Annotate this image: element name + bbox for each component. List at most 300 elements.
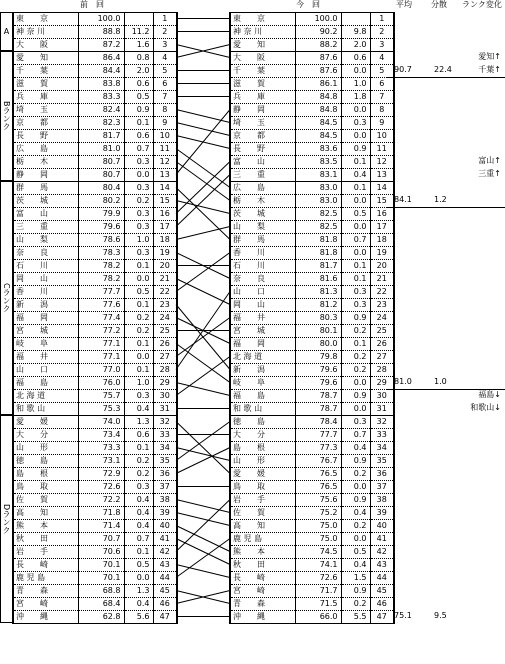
table-row (230, 351, 394, 364)
prefecture-name: 長 崎 (13, 559, 78, 572)
diff-from-above: 0.9 (341, 494, 370, 507)
prefecture-name: 兵 庫 (230, 91, 295, 104)
diff-from-above: 0.3 (341, 416, 370, 429)
rank: 13 (370, 169, 394, 182)
score: 68.8 (78, 585, 124, 598)
rank: 38 (153, 494, 177, 507)
prefecture-name: 岡 山 (230, 299, 295, 312)
prefecture-name: 奈 良 (13, 247, 78, 260)
prefecture-name: 福 島 (13, 377, 78, 390)
diff-from-above: 0.3 (124, 481, 153, 494)
table-row (13, 234, 177, 247)
table-row (230, 143, 394, 156)
prefecture-name: 栃 木 (13, 156, 78, 169)
prefecture-name: 茨 城 (13, 195, 78, 208)
diff-from-above: 2.0 (341, 39, 370, 52)
diff-from-above: 0.7 (341, 234, 370, 247)
rank: 21 (153, 273, 177, 286)
diff-from-above: 0.5 (341, 208, 370, 221)
prefecture-name: 埼 玉 (230, 117, 295, 130)
score: 83.5 (295, 156, 341, 169)
prefecture-name: 鹿 児 島 (230, 533, 295, 546)
table-row (230, 481, 394, 494)
score: 78.7 (295, 390, 341, 403)
diff-from-above: 0.5 (341, 546, 370, 559)
table-row (13, 130, 177, 143)
prefecture-name: 富 山 (230, 156, 295, 169)
diff-from-above: 0.0 (124, 572, 153, 585)
table-row (230, 195, 394, 208)
prefecture-name: 京 都 (230, 130, 295, 143)
score: 86.4 (78, 52, 124, 65)
prefecture-name: 長 野 (13, 130, 78, 143)
diff-from-above: 0.1 (124, 546, 153, 559)
prefecture-name: 高 知 (13, 507, 78, 520)
diff-from-above: 0.6 (124, 78, 153, 91)
diff-from-above: 0.2 (124, 195, 153, 208)
prefecture-name: 福 岡 (13, 312, 78, 325)
rank: 32 (153, 416, 177, 429)
table-row (230, 520, 394, 533)
score: 79.6 (295, 377, 341, 390)
prefecture-name: 滋 賀 (13, 78, 78, 91)
table-row (230, 377, 394, 390)
rank: 40 (153, 520, 177, 533)
rank: 5 (153, 65, 177, 78)
table-row (13, 481, 177, 494)
prefecture-name: 愛 知 (13, 52, 78, 65)
rank-connector-line (176, 110, 230, 175)
score: 75.0 (295, 533, 341, 546)
diff-from-above: 0.2 (124, 468, 153, 481)
score: 70.6 (78, 546, 124, 559)
diff-from-above: 1.0 (124, 234, 153, 247)
score: 100.0 (78, 13, 124, 26)
rank-connector-line (176, 383, 230, 396)
prefecture-name: 岐 阜 (230, 377, 295, 390)
diff-from-above: 1.3 (124, 416, 153, 429)
rank: 16 (370, 208, 394, 221)
rank-connector-line (176, 253, 230, 292)
diff-from-above: 0.0 (341, 65, 370, 78)
score: 88.8 (78, 26, 124, 39)
rank: 9 (153, 117, 177, 130)
rank: 13 (153, 169, 177, 182)
prefecture-name: 山 形 (13, 442, 78, 455)
rank-connector-line (176, 201, 230, 214)
table-row (13, 78, 177, 91)
table-row (230, 494, 394, 507)
table-row (13, 377, 177, 390)
table-row (230, 26, 394, 39)
diff-from-above (124, 13, 153, 26)
score: 74.1 (295, 559, 341, 572)
prefecture-name: 香 川 (230, 247, 295, 260)
score: 84.8 (295, 104, 341, 117)
score: 86.1 (295, 78, 341, 91)
diff-from-above (341, 13, 370, 26)
score: 77.4 (78, 312, 124, 325)
rank-connector-line (176, 136, 230, 149)
score: 84.4 (78, 65, 124, 78)
rank: 41 (153, 533, 177, 546)
table-row (13, 585, 177, 598)
score: 83.3 (78, 91, 124, 104)
rank: 37 (370, 481, 394, 494)
rank-connector-line (176, 591, 230, 604)
score: 77.1 (78, 338, 124, 351)
prefecture-name: 奈 良 (230, 273, 295, 286)
rank: 44 (153, 572, 177, 585)
diff-from-above: 0.2 (341, 598, 370, 611)
table-row (230, 234, 394, 247)
table-row (230, 169, 394, 182)
score: 77.7 (295, 429, 341, 442)
prefecture-name: 島 根 (230, 442, 295, 455)
score: 72.6 (295, 572, 341, 585)
header-prev: 前 回 (80, 0, 104, 9)
score: 73.3 (78, 442, 124, 455)
group-separator (387, 77, 505, 78)
table-row (230, 208, 394, 221)
table-row (13, 221, 177, 234)
prefecture-name: 福 井 (13, 351, 78, 364)
table-row (230, 52, 394, 65)
table-row (13, 65, 177, 78)
rank: 47 (153, 611, 177, 624)
header-variance: 分散 (431, 0, 447, 9)
prefecture-name: 鳥 取 (13, 481, 78, 494)
table-row (13, 455, 177, 468)
diff-from-above: 0.5 (124, 91, 153, 104)
table-row (230, 39, 394, 52)
diff-from-above: 0.0 (124, 273, 153, 286)
rank-connector-line (176, 500, 230, 552)
rank-connector-line (176, 149, 230, 188)
rank: 38 (370, 494, 394, 507)
prefecture-name: 新 潟 (230, 364, 295, 377)
rank: 15 (370, 195, 394, 208)
score: 62.8 (78, 611, 124, 624)
table-row (13, 13, 177, 26)
table-row (13, 299, 177, 312)
score: 78.7 (295, 403, 341, 416)
prefecture-name: 青 森 (13, 585, 78, 598)
score: 73.1 (78, 455, 124, 468)
diff-from-above: 0.7 (341, 429, 370, 442)
score: 80.4 (78, 182, 124, 195)
prefecture-name: 東 京 (230, 13, 295, 26)
score: 77.0 (78, 364, 124, 377)
prefecture-name: 宮 城 (230, 325, 295, 338)
prefecture-name: 佐 賀 (13, 494, 78, 507)
score: 77.3 (295, 442, 341, 455)
group-variance: 22.4 (434, 65, 452, 74)
rank-change-note: 愛知↑ (478, 52, 501, 61)
table-row (230, 572, 394, 585)
prefecture-name: 大 分 (13, 429, 78, 442)
rank-connector-line (176, 305, 230, 370)
prefecture-name: 岩 手 (13, 546, 78, 559)
diff-from-above: 0.9 (341, 455, 370, 468)
rank: 47 (370, 611, 394, 624)
diff-from-above: 0.6 (124, 130, 153, 143)
score: 90.2 (295, 26, 341, 39)
diff-from-above: 0.0 (341, 247, 370, 260)
table-row (13, 338, 177, 351)
rank-connector-line (176, 591, 230, 604)
table-row (230, 507, 394, 520)
diff-from-above: 0.0 (341, 533, 370, 546)
diff-from-above: 0.4 (341, 169, 370, 182)
prefecture-name: 山 梨 (13, 234, 78, 247)
table-row (230, 416, 394, 429)
diff-from-above: 0.0 (124, 169, 153, 182)
table-row (230, 117, 394, 130)
rank: 20 (370, 260, 394, 273)
table-row (230, 182, 394, 195)
score: 87.2 (78, 39, 124, 52)
rank-connector-line (176, 422, 230, 461)
score: 82.3 (78, 117, 124, 130)
rank-change-note: 千葉↑ (478, 65, 501, 74)
group-average: 90.7 (394, 65, 412, 74)
score: 78.4 (295, 416, 341, 429)
rank-connector-line (176, 500, 230, 513)
rank: 33 (370, 429, 394, 442)
prefecture-name: 愛 媛 (13, 416, 78, 429)
table-row (13, 260, 177, 273)
prefecture-name: 徳 島 (13, 455, 78, 468)
diff-from-above: 0.3 (124, 208, 153, 221)
prefecture-name: 沖 縄 (230, 611, 295, 624)
rank: 18 (370, 234, 394, 247)
prefecture-name: 大 阪 (13, 39, 78, 52)
prefecture-name: 大 阪 (230, 52, 295, 65)
diff-from-above: 0.4 (124, 403, 153, 416)
table-row (230, 429, 394, 442)
prefecture-name: 京 都 (13, 117, 78, 130)
diff-from-above: 0.1 (124, 442, 153, 455)
score: 66.0 (295, 611, 341, 624)
score: 81.2 (295, 299, 341, 312)
prefecture-name: 北 海 道 (230, 351, 295, 364)
diff-from-above: 1.0 (124, 377, 153, 390)
rank: 8 (370, 104, 394, 117)
table-row (13, 598, 177, 611)
group-average: 75.1 (394, 611, 412, 620)
prefecture-name: 鳥 取 (230, 481, 295, 494)
score: 84.5 (295, 117, 341, 130)
table-row (230, 221, 394, 234)
diff-from-above: 0.4 (124, 598, 153, 611)
rank-connector-line (176, 227, 230, 240)
score: 70.7 (78, 533, 124, 546)
prefecture-name: 秋 田 (13, 533, 78, 546)
score: 71.5 (295, 598, 341, 611)
prefecture-name: 岐 阜 (13, 338, 78, 351)
rank-group-label: Cランク (0, 181, 12, 415)
table-row (230, 65, 394, 78)
diff-from-above: 0.3 (124, 390, 153, 403)
score: 71.4 (78, 520, 124, 533)
diff-from-above: 0.9 (341, 143, 370, 156)
rank: 16 (153, 208, 177, 221)
diff-from-above: 0.2 (124, 455, 153, 468)
score: 75.0 (295, 520, 341, 533)
table-row (230, 273, 394, 286)
diff-from-above: 1.0 (341, 78, 370, 91)
diff-from-above: 0.0 (341, 377, 370, 390)
table-row (230, 260, 394, 273)
score: 68.4 (78, 598, 124, 611)
rank: 8 (153, 104, 177, 117)
prefecture-name: 熊 本 (230, 546, 295, 559)
table-row (13, 182, 177, 195)
prefecture-name: 石 川 (230, 260, 295, 273)
score: 81.8 (295, 247, 341, 260)
score: 78.3 (78, 247, 124, 260)
prefecture-name: 秋 田 (230, 559, 295, 572)
score: 75.3 (78, 403, 124, 416)
rank: 5 (370, 65, 394, 78)
prefecture-name: 埼 玉 (13, 104, 78, 117)
prefecture-name: 兵 庫 (13, 91, 78, 104)
rank: 6 (370, 78, 394, 91)
score: 75.6 (295, 494, 341, 507)
score: 79.6 (295, 364, 341, 377)
rank: 14 (370, 182, 394, 195)
table-row (13, 351, 177, 364)
score: 81.7 (78, 130, 124, 143)
score: 81.3 (295, 286, 341, 299)
prefecture-name: 神 奈 川 (230, 26, 295, 39)
table-row (13, 286, 177, 299)
prefecture-name: 山 口 (13, 364, 78, 377)
score: 75.2 (295, 507, 341, 520)
prefecture-name: 沖 縄 (13, 611, 78, 624)
rank: 25 (370, 325, 394, 338)
table-row (13, 416, 177, 429)
score: 74.0 (78, 416, 124, 429)
rank-group-label: Bランク (0, 51, 12, 181)
rank: 33 (153, 429, 177, 442)
rank: 36 (370, 468, 394, 481)
rank-connector-line (176, 292, 230, 370)
prefecture-name: 岩 手 (230, 494, 295, 507)
diff-from-above: 0.4 (124, 520, 153, 533)
score: 73.4 (78, 429, 124, 442)
table-row (230, 468, 394, 481)
prefecture-name: 静 岡 (230, 104, 295, 117)
diff-from-above: 0.2 (341, 520, 370, 533)
rank-connector-line (176, 422, 230, 474)
prefecture-name: 静 岡 (13, 169, 78, 182)
prefecture-name: 宮 崎 (230, 585, 295, 598)
prefecture-name: 鹿 児 島 (13, 572, 78, 585)
rank: 42 (153, 546, 177, 559)
score: 81.7 (295, 260, 341, 273)
prefecture-name: 広 島 (230, 182, 295, 195)
score: 87.6 (295, 52, 341, 65)
prefecture-name: 東 京 (13, 13, 78, 26)
prefecture-name: 愛 知 (230, 39, 295, 52)
diff-from-above: 1.6 (124, 39, 153, 52)
diff-from-above: 0.1 (341, 182, 370, 195)
diff-from-above: 0.7 (124, 533, 153, 546)
score: 76.5 (295, 468, 341, 481)
rank: 46 (370, 598, 394, 611)
prefecture-name: 山 口 (230, 286, 295, 299)
table-row (230, 533, 394, 546)
score: 81.8 (295, 234, 341, 247)
diff-from-above: 0.2 (341, 351, 370, 364)
diff-from-above: 0.0 (341, 481, 370, 494)
diff-from-above: 0.0 (341, 130, 370, 143)
score: 83.0 (295, 182, 341, 195)
score: 78.6 (78, 234, 124, 247)
rank: 40 (370, 520, 394, 533)
diff-from-above: 9.8 (341, 26, 370, 39)
table-row (13, 533, 177, 546)
diff-from-above: 0.4 (124, 507, 153, 520)
diff-from-above: 0.9 (341, 312, 370, 325)
rank: 29 (370, 377, 394, 390)
score: 76.7 (295, 455, 341, 468)
rank: 11 (153, 143, 177, 156)
rank: 10 (153, 130, 177, 143)
diff-from-above: 0.4 (341, 559, 370, 572)
diff-from-above: 0.1 (124, 117, 153, 130)
prefecture-name: 香 川 (13, 286, 78, 299)
score: 80.1 (295, 325, 341, 338)
current-ranking-table (229, 12, 395, 624)
rank: 1 (370, 13, 394, 26)
diff-from-above: 0.1 (124, 260, 153, 273)
table-row (13, 39, 177, 52)
table-row (13, 143, 177, 156)
rank: 29 (153, 377, 177, 390)
rank: 28 (153, 364, 177, 377)
diff-from-above: 0.0 (341, 195, 370, 208)
prefecture-name: 和 歌 山 (230, 403, 295, 416)
rank: 43 (153, 559, 177, 572)
score: 79.9 (78, 208, 124, 221)
rank-connector-line (176, 162, 230, 201)
prefecture-name: 長 崎 (230, 572, 295, 585)
table-row (230, 390, 394, 403)
diff-from-above: 0.1 (341, 260, 370, 273)
diff-from-above: 0.6 (124, 429, 153, 442)
prefecture-name: 高 知 (230, 520, 295, 533)
prefecture-name: 和 歌 山 (13, 403, 78, 416)
diff-from-above: 0.3 (124, 156, 153, 169)
prefecture-name: 青 森 (230, 598, 295, 611)
prefecture-name: 大 分 (230, 429, 295, 442)
prefecture-name: 長 野 (230, 143, 295, 156)
rank: 45 (370, 585, 394, 598)
table-row (230, 299, 394, 312)
diff-from-above: 0.0 (341, 221, 370, 234)
prefecture-name: 佐 賀 (230, 507, 295, 520)
rank: 4 (370, 52, 394, 65)
rank-connector-line (176, 539, 230, 578)
diff-from-above: 0.5 (124, 286, 153, 299)
table-row (13, 364, 177, 377)
rank: 25 (153, 325, 177, 338)
rank: 41 (370, 533, 394, 546)
group-average: 84.1 (394, 195, 412, 204)
